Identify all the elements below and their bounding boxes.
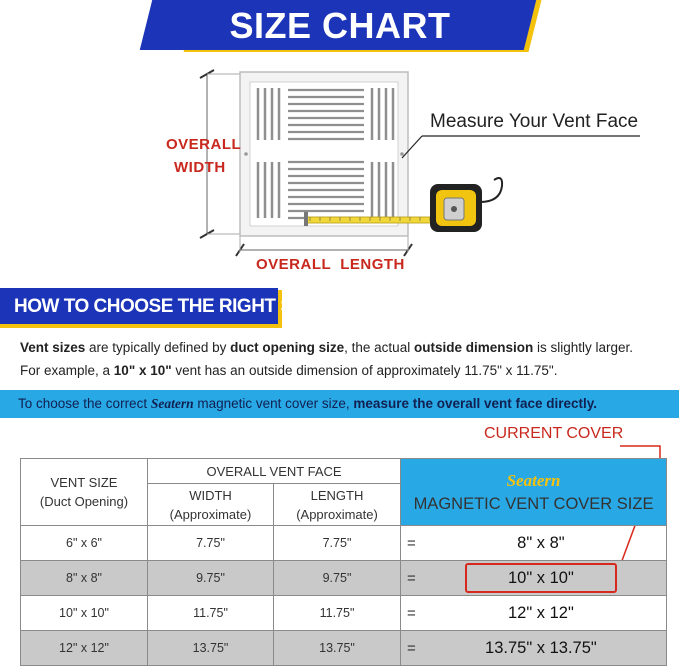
vent-size-cell: 6" x 6" bbox=[21, 526, 148, 561]
width-header-line-2: (Approximate) bbox=[169, 506, 252, 522]
vent-size-header-line-1: VENT SIZE bbox=[50, 475, 118, 490]
vent-size-header bbox=[21, 459, 148, 526]
callout-leader-line bbox=[402, 136, 640, 158]
explanation-line-1 bbox=[20, 340, 633, 355]
length-cell: 11.75" bbox=[274, 596, 401, 631]
cover-size-cell bbox=[401, 526, 667, 561]
length-cell: 9.75" bbox=[274, 561, 401, 596]
overall-face-header: OVERALL VENT FACE bbox=[148, 459, 401, 484]
equals-sign: = bbox=[407, 604, 416, 622]
para1-text-d: , the actual bbox=[344, 340, 414, 355]
outside-dimension-term: outside dimension bbox=[413, 340, 534, 355]
width-cell: 11.75" bbox=[148, 596, 274, 631]
tip-text-a: To choose the correct bbox=[18, 396, 151, 411]
equals-sign: = bbox=[407, 569, 416, 587]
width-header bbox=[148, 484, 274, 526]
example-outside-size: 11.75" x 11.75". bbox=[464, 363, 558, 378]
tip-text-b: magnetic vent cover size, bbox=[193, 396, 354, 411]
tip-text bbox=[18, 390, 597, 418]
tip-emphasis: measure the overall vent face directly. bbox=[353, 396, 598, 411]
para2-text-c: vent has an outside dimension of approximately bbox=[171, 363, 465, 378]
width-cell: 7.75" bbox=[148, 526, 274, 561]
length-cell: 13.75" bbox=[274, 631, 401, 666]
width-label-line-1: OVERALL bbox=[166, 136, 242, 153]
cover-size-header bbox=[401, 459, 667, 526]
example-size: 10" x 10" bbox=[113, 363, 172, 378]
vent-grille bbox=[240, 72, 408, 236]
cover-size-cell bbox=[401, 561, 667, 596]
cover-size-cell bbox=[401, 631, 667, 666]
width-label-line-2: WIDTH bbox=[174, 159, 226, 176]
current-cover-label: CURRENT COVER bbox=[484, 425, 624, 442]
current-cover-value: 10" x 10" bbox=[465, 563, 617, 593]
para1-text-f: is slightly larger. bbox=[533, 340, 634, 355]
para2-text-a: For example, a bbox=[20, 363, 114, 378]
width-cell: 9.75" bbox=[148, 561, 274, 596]
length-header-line-1: LENGTH bbox=[310, 487, 364, 503]
table-row bbox=[21, 561, 667, 596]
duct-opening-term: duct opening size bbox=[230, 340, 345, 355]
vent-size-cell: 12" x 12" bbox=[21, 631, 148, 666]
table-brand-name: Seatern bbox=[506, 470, 561, 490]
length-header-line-2: (Approximate) bbox=[296, 506, 378, 522]
width-dimension-line bbox=[200, 70, 240, 238]
vent-measure-diagram bbox=[150, 62, 670, 282]
equals-sign: = bbox=[407, 534, 416, 552]
equals-sign: = bbox=[407, 639, 416, 657]
section-heading: HOW TO CHOOSE THE RIGHT SIZE bbox=[14, 296, 321, 317]
table-row bbox=[21, 596, 667, 631]
explanation-line-2 bbox=[20, 363, 557, 378]
table-row bbox=[21, 631, 667, 666]
page-title: SIZE CHART bbox=[229, 5, 451, 46]
cover-size-value: 12" x 12" bbox=[507, 603, 574, 622]
cover-size-header-label: MAGNETIC VENT COVER SIZE bbox=[413, 494, 654, 513]
vent-size-header-line-2: (Duct Opening) bbox=[39, 494, 129, 509]
cover-size-value: 13.75" x 13.75" bbox=[485, 638, 597, 657]
para1-text-b: are typically defined by bbox=[85, 340, 231, 355]
length-header bbox=[274, 484, 401, 526]
size-table bbox=[20, 458, 667, 666]
length-label: OVERALL LENGTH bbox=[256, 256, 405, 273]
width-cell: 13.75" bbox=[148, 631, 274, 666]
vent-sizes-term: Vent sizes bbox=[20, 340, 86, 355]
cover-size-value: 8" x 8" bbox=[517, 533, 565, 552]
length-dimension-line bbox=[236, 234, 412, 256]
length-cell: 7.75" bbox=[274, 526, 401, 561]
table-row bbox=[21, 526, 667, 561]
width-header-line-1: WIDTH bbox=[189, 487, 232, 503]
cover-size-cell bbox=[401, 596, 667, 631]
vent-size-cell: 8" x 8" bbox=[21, 561, 148, 596]
measure-callout: Measure Your Vent Face bbox=[430, 111, 639, 132]
brand-name: Seatern bbox=[150, 396, 194, 411]
vent-size-cell: 10" x 10" bbox=[21, 596, 148, 631]
